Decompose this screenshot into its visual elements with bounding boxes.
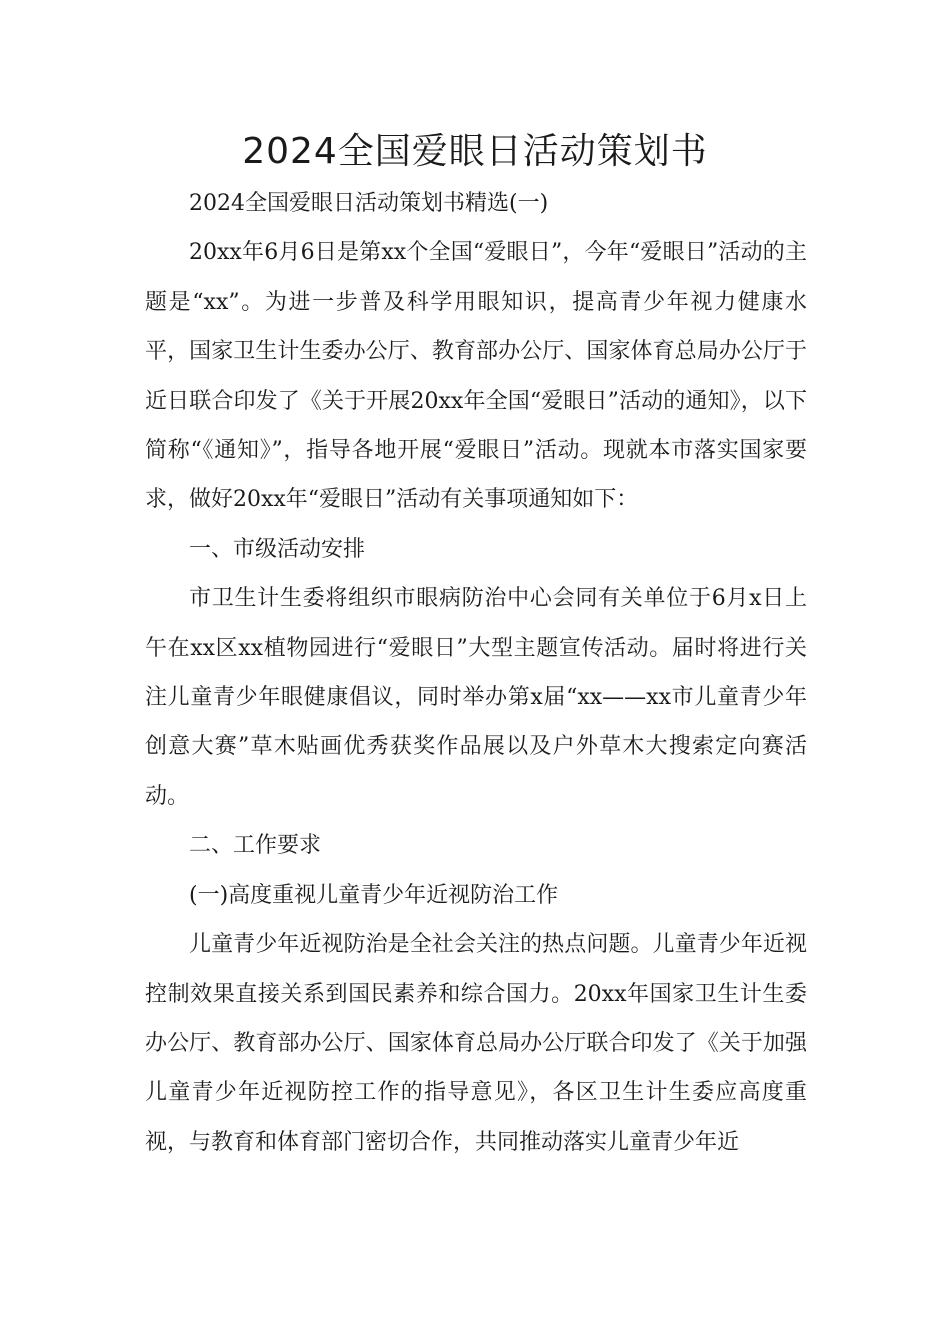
city-activity-paragraph: 市卫生计生委将组织市眼病防治中心会同有关单位于6月x日上午在xx区xx植物园进行“爱眼日”大型主题宣传活动。届时将进行关注儿童青少年眼健康倡议，同时举办第x届“xx——xx市儿童青少年创意大赛”草木贴画优秀获奖作品展以及户外草木大搜索定向赛活动。 — [145, 586, 808, 809]
myopia-paragraph: 儿童青少年近视防治是全社会关注的热点问题。儿童青少年近视控制效果直接关系到国民素养和综合国力。20xx年国家卫生计生委办公厅、教育部办公厅、国家体育总局办公厅联合印发了《关于加强儿童青少年近视防控工作的指导意见》，各区卫生计生委应高度重视，与教育和体育部门密切合作，共同推动落实儿童青少年近 — [145, 932, 807, 1155]
subsection-heading-1: (一)高度重视儿童青少年近视防治工作 — [189, 882, 559, 908]
section-heading-2: 二、工作要求 — [189, 833, 322, 859]
document-title: 2024全国爱眼日活动策划书 — [242, 131, 708, 172]
document-body — [145, 179, 807, 1167]
intro-paragraph: 20xx年6月6日是第xx个全国“爱眼日”，今年“爱眼日”活动的主题是“xx”。为进一步普及科学用眼知识，提高青少年视力健康水平，国家卫生计生委办公厅、教育部办公厅、国家体育总局办公厅于近日联合印发了《关于开展20xx年全国“爱眼日”活动的通知》，以下简称“《通知》”，指导各地开展“爱眼日”活动。现就本市落实国家要求，做好20xx年“爱眼日”活动有关事项通知如下： — [145, 240, 807, 513]
section-heading-1: 一、市级活动安排 — [189, 536, 366, 562]
subtitle-paragraph: 2024全国爱眼日活动策划书精选(一) — [189, 191, 549, 216]
